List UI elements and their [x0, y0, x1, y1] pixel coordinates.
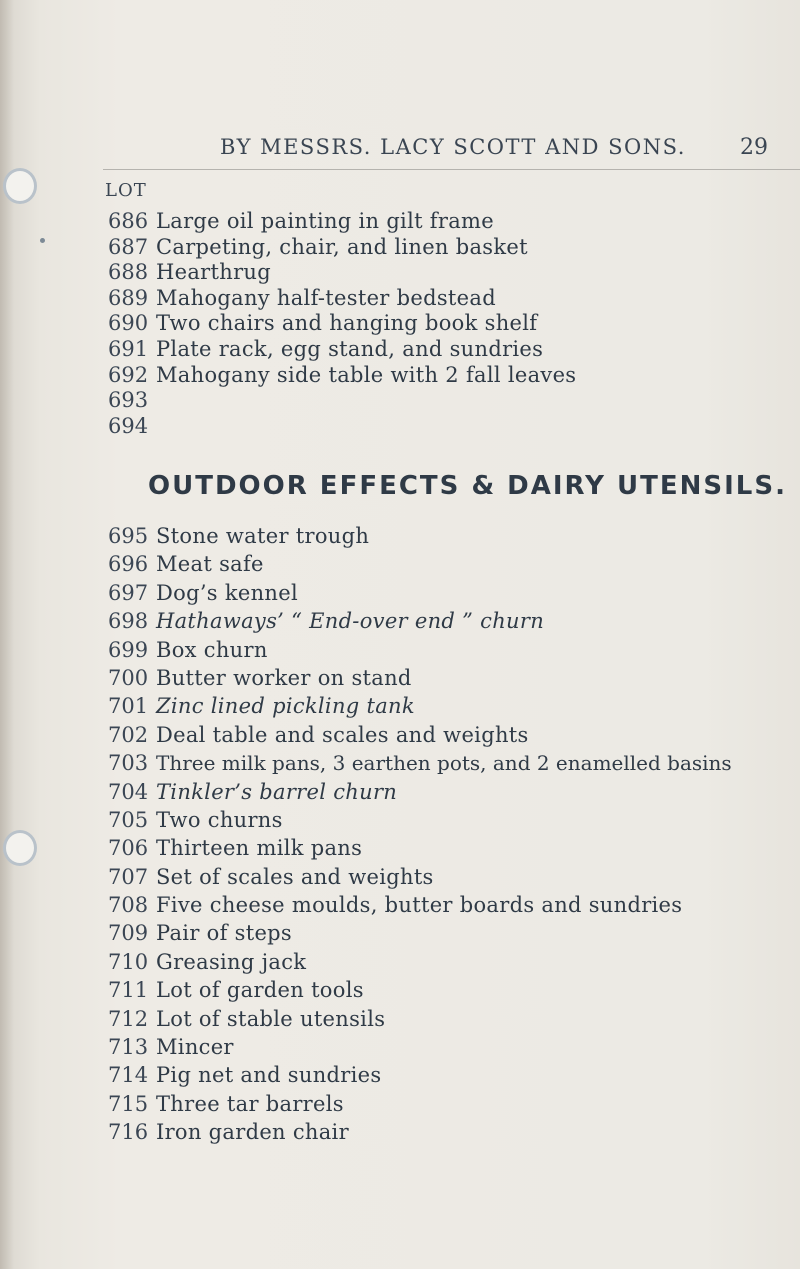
punch-hole-bottom — [3, 830, 37, 866]
lot-item — [108, 863, 732, 891]
lot-number: 716 — [108, 1120, 149, 1145]
lot-item — [108, 1005, 732, 1033]
lot-number: 689 — [108, 285, 149, 310]
lot-item — [108, 607, 732, 635]
lot-item — [108, 778, 732, 806]
lot-description: Pair of steps — [156, 921, 292, 946]
lot-item — [108, 1090, 732, 1118]
lot-list-outdoor — [108, 522, 732, 1147]
lot-description: Pig net and sundries — [156, 1063, 382, 1088]
lot-item — [108, 286, 576, 312]
lot-description: Three milk pans, 3 earthen pots, and 2 enamelled basins — [156, 751, 732, 776]
lot-item — [108, 948, 732, 976]
lot-item — [108, 806, 732, 834]
lot-number: 700 — [108, 665, 149, 690]
lot-item — [108, 1118, 732, 1146]
lot-item — [108, 550, 732, 578]
lot-item — [108, 891, 732, 919]
lot-description: Greasing jack — [156, 949, 307, 974]
lot-description: Lot of stable utensils — [156, 1006, 386, 1031]
lot-number: 705 — [108, 807, 149, 832]
lot-number: 698 — [108, 609, 149, 634]
lot-item — [108, 414, 576, 440]
lot-item — [108, 692, 732, 720]
lot-description: Mincer — [156, 1035, 234, 1060]
lot-number: 713 — [108, 1035, 149, 1060]
lot-item — [108, 749, 732, 777]
lot-item — [108, 363, 576, 389]
lot-number: 690 — [108, 311, 149, 336]
lot-number: 706 — [108, 836, 149, 861]
lot-number: 704 — [108, 779, 149, 804]
lot-number: 711 — [108, 978, 149, 1003]
lot-item — [108, 209, 576, 235]
lot-description: Dog’s kennel — [156, 580, 298, 605]
lot-item — [108, 388, 576, 414]
lot-item — [108, 235, 576, 261]
lot-description: Set of scales and weights — [156, 864, 434, 889]
lot-number: 709 — [108, 921, 149, 946]
lot-number: 694 — [108, 413, 149, 438]
lot-list-household — [108, 209, 576, 439]
lot-description: Tinkler’s barrel churn — [156, 779, 398, 804]
lot-description: Plate rack, egg stand, and sundries — [156, 336, 544, 361]
lot-item — [108, 260, 576, 286]
header-title: BY MESSRS. LACY SCOTT AND SONS. — [220, 135, 686, 159]
lot-number: 696 — [108, 552, 149, 577]
lot-description: Two chairs and hanging book shelf — [156, 311, 538, 336]
lot-number: 701 — [108, 694, 149, 719]
lot-description: Stone water trough — [156, 524, 370, 548]
lot-number: 687 — [108, 234, 149, 259]
lot-description: Hathaways’ “ End-over end ” churn — [156, 609, 545, 634]
lot-number: 710 — [108, 949, 149, 974]
lot-number: 699 — [108, 637, 149, 662]
lot-number: 714 — [108, 1063, 149, 1088]
lot-number: 703 — [108, 751, 149, 776]
lot-item — [108, 664, 732, 692]
lot-description: Mahogany half-tester bedstead — [156, 285, 496, 310]
lot-column-heading: LOT — [105, 180, 147, 201]
lot-item — [108, 721, 732, 749]
lot-number: 686 — [108, 209, 149, 233]
lot-description: Deal table and scales and weights — [156, 722, 529, 747]
punch-hole-top — [3, 168, 37, 204]
lot-item — [108, 1033, 732, 1061]
lot-number: 712 — [108, 1006, 149, 1031]
lot-number: 707 — [108, 864, 149, 889]
lot-item — [108, 976, 732, 1004]
lot-item — [108, 636, 732, 664]
lot-number: 702 — [108, 722, 149, 747]
header-rule — [103, 169, 800, 170]
running-header — [0, 135, 800, 169]
section-heading: OUTDOOR EFFECTS & DAIRY UTENSILS. — [148, 471, 787, 501]
lot-number: 708 — [108, 893, 149, 918]
lot-number: 688 — [108, 260, 149, 285]
lot-item — [108, 337, 576, 363]
lot-description: Large oil painting in gilt frame — [156, 209, 494, 233]
lot-item — [108, 1061, 732, 1089]
page-number: 29 — [740, 135, 768, 160]
lot-number: 693 — [108, 388, 149, 413]
lot-number: 691 — [108, 336, 149, 361]
lot-number: 692 — [108, 362, 149, 387]
lot-item — [108, 834, 732, 862]
lot-description: Two churns — [156, 807, 283, 832]
lot-description: Five cheese moulds, butter boards and sundries — [156, 893, 683, 918]
lot-item — [108, 919, 732, 947]
lot-description: Carpeting, chair, and linen basket — [156, 234, 528, 259]
lot-number: 695 — [108, 524, 149, 548]
lot-description: Iron garden chair — [156, 1120, 349, 1145]
lot-item — [108, 311, 576, 337]
lot-description: Butter worker on stand — [156, 665, 412, 690]
lot-description: Thirteen milk pans — [156, 836, 363, 861]
lot-number: 697 — [108, 580, 149, 605]
lot-description: Hearthrug — [156, 260, 271, 285]
lot-item — [108, 579, 732, 607]
lot-description: Lot of garden tools — [156, 978, 364, 1003]
lot-description: Box churn — [156, 637, 268, 662]
lot-description: Mahogany side table with 2 fall leaves — [156, 362, 577, 387]
lot-description: Three tar barrels — [156, 1091, 344, 1116]
lot-description: Zinc lined pickling tank — [156, 694, 415, 719]
ink-dot — [40, 238, 45, 243]
lot-description: Meat safe — [156, 552, 264, 577]
lot-item — [108, 522, 732, 550]
lot-number: 715 — [108, 1091, 149, 1116]
